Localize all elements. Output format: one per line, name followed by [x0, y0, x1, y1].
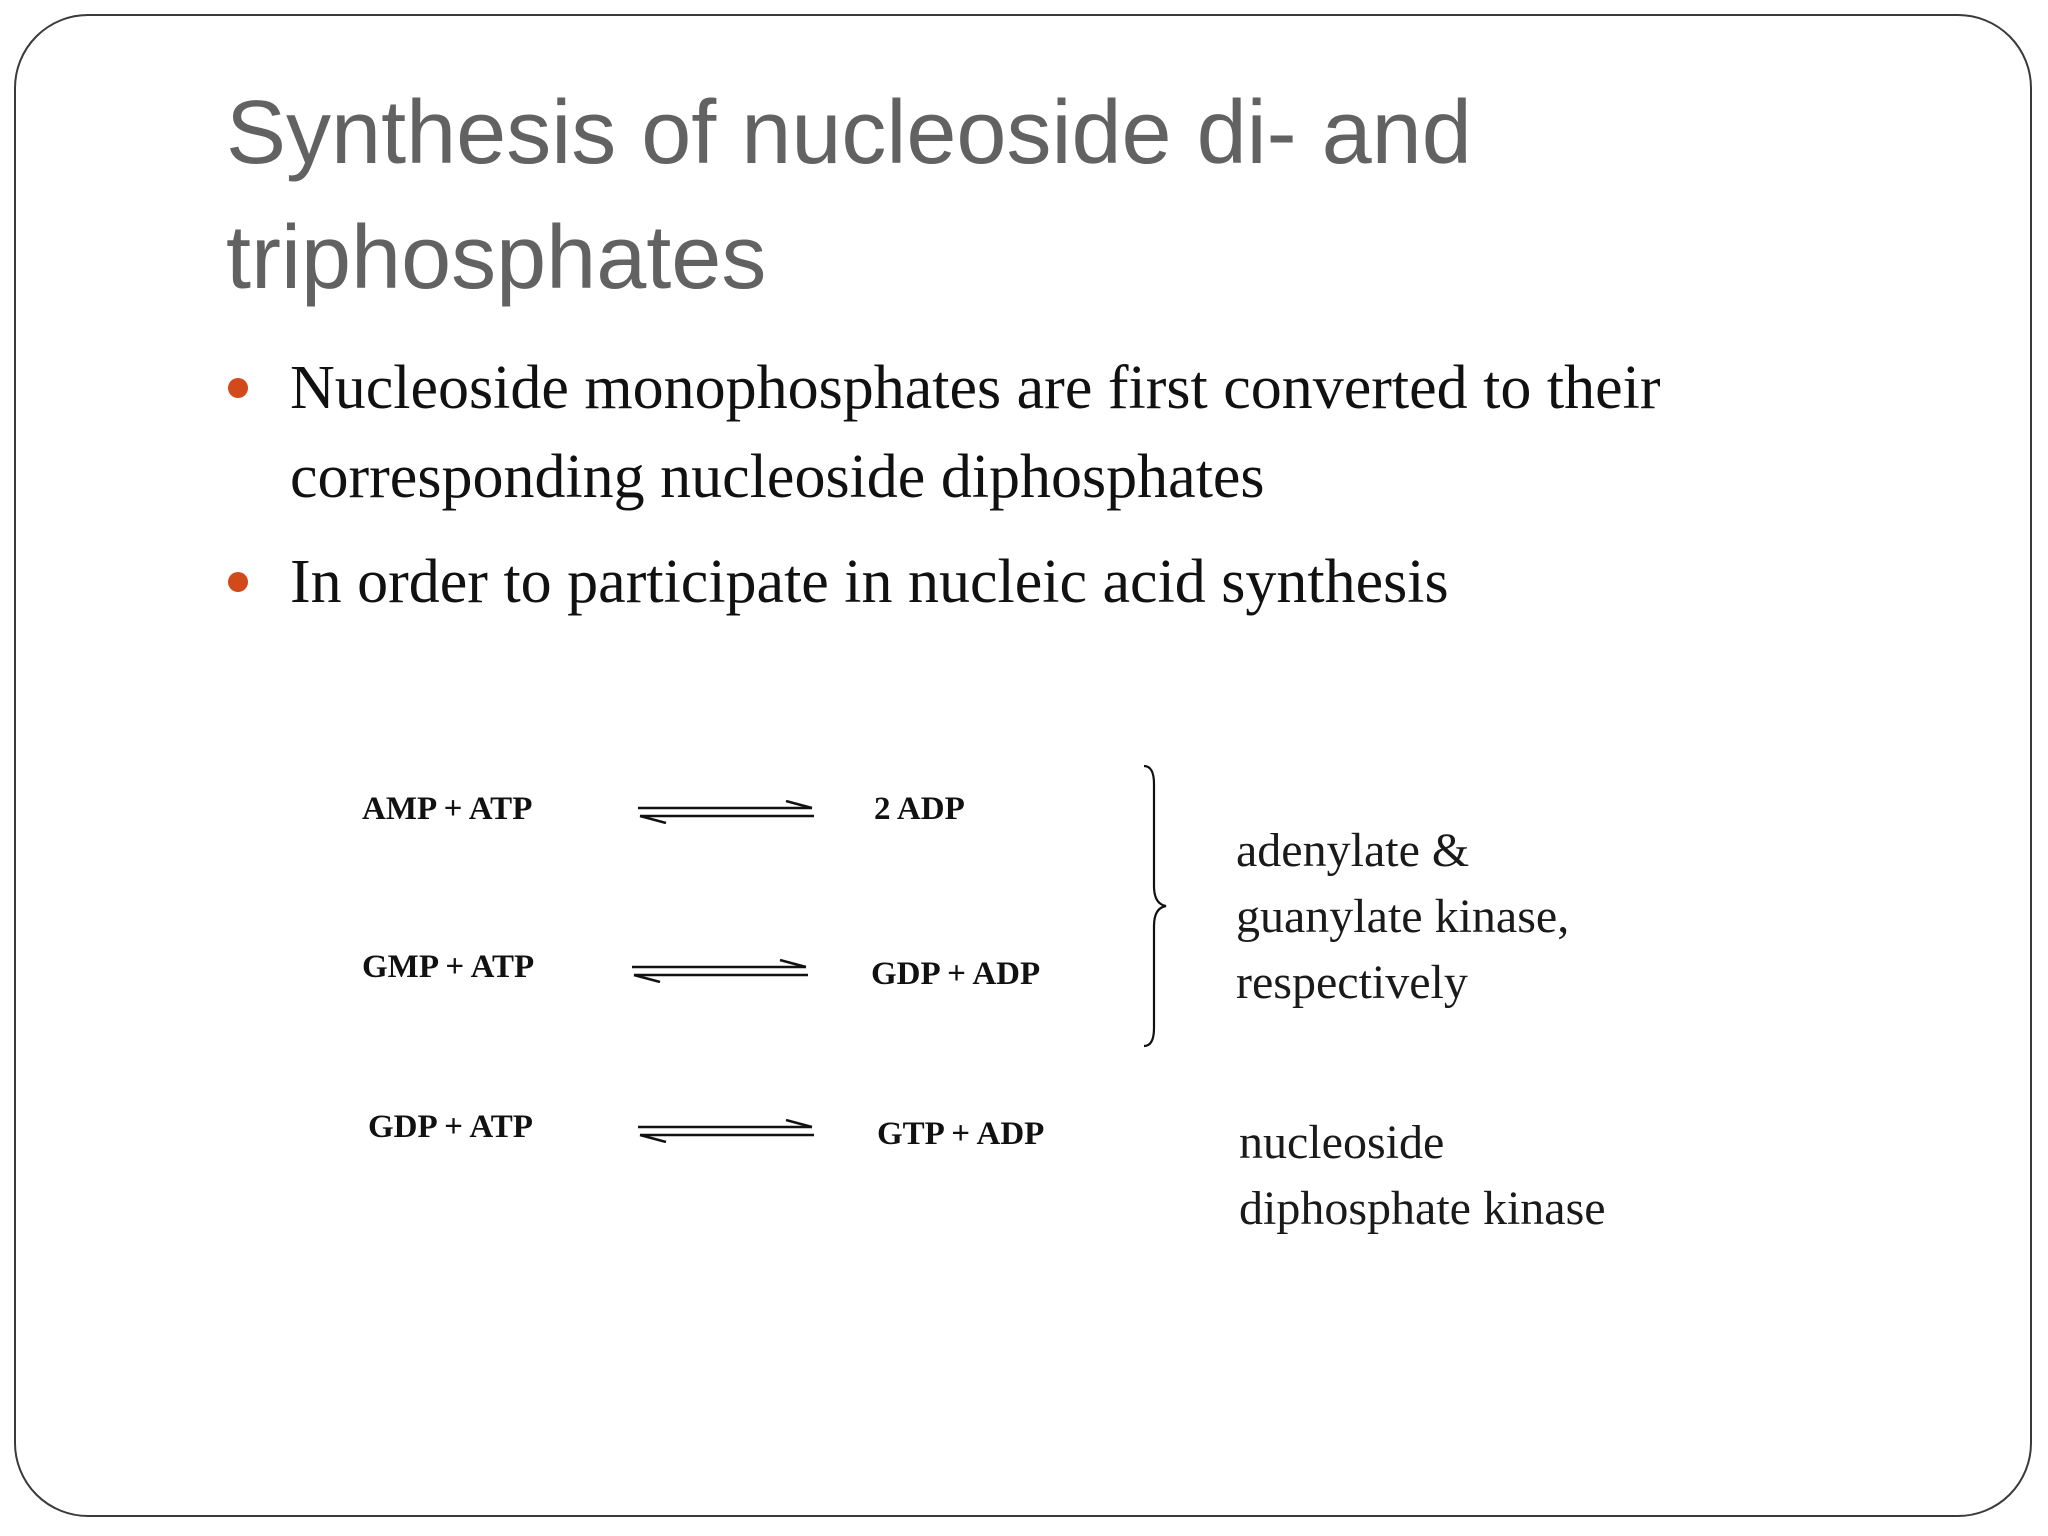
right-brace-icon: [1142, 764, 1172, 1048]
reaction-3-products: GTP + ADP: [877, 1116, 1045, 1152]
bullet-dot-icon: [228, 378, 248, 398]
bullet-list: [226, 344, 1906, 643]
enzyme-1-line-2: guanylate kinase,: [1236, 890, 1570, 943]
bullet-2-line-1: In order to participate in nucleic acid synthesis: [290, 548, 1449, 616]
bullet-dot-icon: [228, 572, 248, 592]
enzyme-1-line-1: adenylate &: [1236, 824, 1470, 877]
equilibrium-arrow-icon: [636, 800, 816, 824]
bullet-item-2: [226, 538, 1906, 627]
title-line-2: triphosphates: [226, 208, 767, 308]
title-line-1: Synthesis of nucleoside di- and: [226, 83, 1472, 183]
reaction-1-reactants: AMP + ATP: [362, 791, 533, 827]
enzyme-group-2: [1239, 1110, 1606, 1242]
slide-title: [226, 71, 1826, 321]
reaction-2-products: GDP + ADP: [871, 956, 1041, 992]
bullet-1-line-2: corresponding nucleoside diphosphates: [290, 443, 1265, 511]
slide: [14, 14, 2032, 1517]
enzyme-group-1: [1236, 818, 1569, 1016]
bullet-1-line-1: Nucleoside monophosphates are first converted to their: [290, 354, 1661, 422]
reaction-1-products: 2 ADP: [874, 791, 965, 827]
enzyme-2-line-2: diphosphate kinase: [1239, 1182, 1606, 1235]
enzyme-1-line-3: respectively: [1236, 956, 1468, 1009]
reaction-3-reactants: GDP + ATP: [368, 1109, 533, 1145]
enzyme-2-line-1: nucleoside: [1239, 1116, 1445, 1169]
equilibrium-arrow-icon: [630, 959, 810, 983]
equilibrium-arrow-icon: [636, 1119, 816, 1143]
reaction-2-reactants: GMP + ATP: [362, 949, 535, 985]
bullet-item-1: [226, 344, 1906, 522]
